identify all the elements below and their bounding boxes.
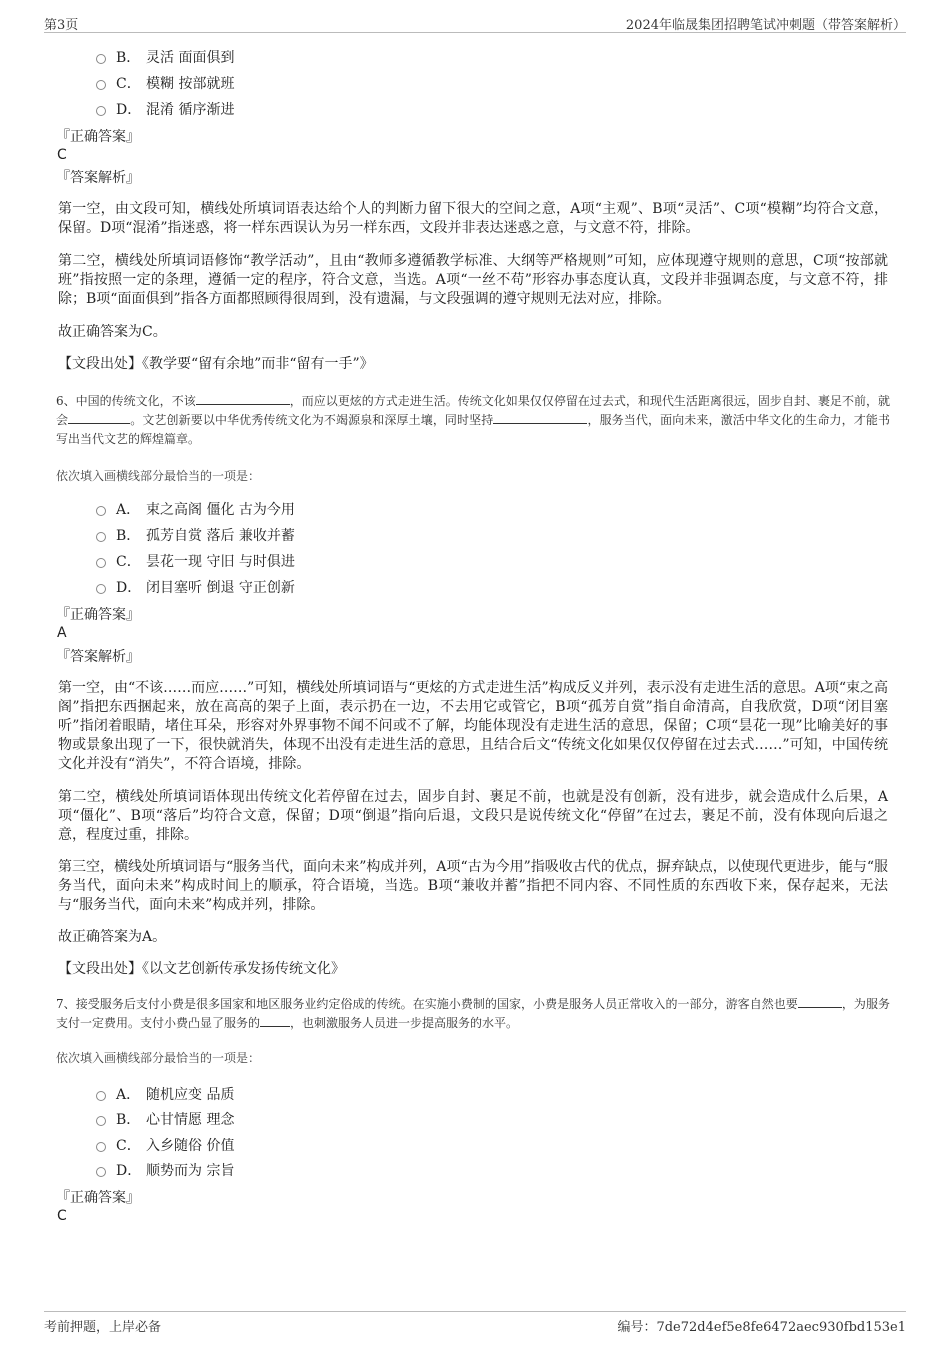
question-prompt: 依次填入画横线部分最恰当的一项是： <box>56 1051 261 1065</box>
analysis-paragraph: 第三空，横线处所填词语与“服务当代，面向未来”构成并列，A项“古为今用”指吸收古代的优点，摒弃缺点，以使现代更进步，能与“服务当代，面向未来”构成时间上的顺承，符合语境，当选。B项“兼收并蓄”指把不同内容、不同性质的东西收下来，保存起来，无法与“服务当代，面向未来”构成并列，排除。 <box>58 859 888 913</box>
footer-slogan: 考前押题，上岸必备 <box>44 1320 162 1335</box>
radio-icon[interactable] <box>96 558 106 568</box>
correct-answer: A <box>57 625 67 641</box>
analysis-label: 『答案解析』 <box>56 649 140 665</box>
document-id: 编号：7de72d4ef5e8fe6472aec930fbd153e1 <box>617 1320 906 1335</box>
radio-icon[interactable] <box>96 1116 106 1126</box>
blank-line <box>196 392 290 405</box>
analysis-paragraph: 故正确答案为A。 <box>58 929 167 945</box>
page-number: 第3页 <box>44 18 79 33</box>
radio-icon[interactable] <box>96 1091 106 1101</box>
analysis-paragraph: 第二空，横线处所填词语体现出传统文化若停留在过去，固步自封、裹足不前，也就是没有创新，没有进步，就会造成什么后果，A项“僵化”、B项“落后”均符合文意，保留；D项“倒退”指向后退，文段只是说传统文化“停留”在过去，裹足不前，没有体现向后退之意，程度过重，排除。 <box>58 789 888 843</box>
source-citation: 【文段出处】《以文艺创新传承发扬传统文化》 <box>58 961 345 977</box>
option-a[interactable]: A． 束之高阁 僵化 古为今用 <box>96 498 295 520</box>
radio-icon[interactable] <box>96 532 106 542</box>
option-d[interactable]: D． 混淆 循序渐进 <box>96 98 234 120</box>
question-prompt: 依次填入画横线部分最恰当的一项是： <box>56 469 261 483</box>
option-a[interactable]: A． 随机应变 品质 <box>96 1083 234 1105</box>
option-d[interactable]: D． 顺势而为 宗旨 <box>96 1159 234 1181</box>
answer-label: 『正确答案』 <box>56 1190 140 1206</box>
question-stem: 6、中国的传统文化，不该 ，而应以更炫的方式走进生活。传统文化如果仅仅停留在过去式，和现代生活距离很远，固步自封、裹足不前，就会 。文艺创新要以中华优秀传统文化为不竭源泉和深厚土壤，同时坚持 ，服务当代，面向未来，激活中华文化的生命力，才能书写出当代文艺的辉煌篇章。 <box>56 394 890 446</box>
option-d[interactable]: D． 闭目塞听 倒退 守正创新 <box>96 576 295 598</box>
option-c[interactable]: C． 模糊 按部就班 <box>96 72 234 94</box>
option-b[interactable]: B． 灵活 面面俱到 <box>96 46 234 68</box>
blank-line <box>798 995 842 1008</box>
analysis-paragraph: 第一空，由文段可知，横线处所填词语表达给个人的判断力留下很大的空间之意，A项“主观”、B项“灵活”、C项“模糊”均符合文意，保留。D项“混淆”指迷惑，将一样东西误认为另一样东西，文段并非表达迷惑之意，与文意不符，排除。 <box>58 201 888 236</box>
correct-answer: C <box>57 147 67 163</box>
analysis-paragraph: 故正确答案为C。 <box>58 324 167 340</box>
answer-label: 『正确答案』 <box>56 607 140 623</box>
blank-line <box>493 411 587 424</box>
source-citation: 【文段出处】《教学要“留有余地”而非“留有一手”》 <box>58 356 374 372</box>
analysis-paragraph: 第二空，横线处所填词语修饰“教学活动”，且由“教师多遵循教学标准、大纲等严格规则”可知，应体现遵守规则的意思，C项“按部就班”指按照一定的条理，遵循一定的程序，符合文意，当选。A项“一丝不苟”形容办事态度认真，文段并非强调态度，与文意不符，排除；B项“面面俱到”指各方面都照顾得很周到，没有遗漏，与文段强调的遵守规则无法对应，排除。 <box>58 253 888 307</box>
correct-answer: C <box>57 1208 67 1224</box>
radio-icon[interactable] <box>96 1167 106 1177</box>
option-b[interactable]: B． 孤芳自赏 落后 兼收并蓄 <box>96 524 295 546</box>
radio-icon[interactable] <box>96 54 106 64</box>
document-title: 2024年临晟集团招聘笔试冲刺题（带答案解析） <box>625 18 906 33</box>
radio-icon[interactable] <box>96 584 106 594</box>
question-stem: 7、接受服务后支付小费是很多国家和地区服务业约定俗成的传统。在实施小费制的国家，小费是服务人员正常收入的一部分，游客自然也要 ，为服务支付一定费用。支付小费凸显了服务的 ，也刺激服务人员进一步提高服务的水平。 <box>56 997 890 1030</box>
radio-icon[interactable] <box>96 106 106 116</box>
option-c[interactable]: C． 入乡随俗 价值 <box>96 1134 234 1156</box>
blank-line <box>260 1014 290 1027</box>
page-header <box>44 12 906 33</box>
blank-line <box>68 411 130 424</box>
analysis-label: 『答案解析』 <box>56 170 140 186</box>
answer-label: 『正确答案』 <box>56 129 140 145</box>
radio-icon[interactable] <box>96 506 106 516</box>
option-b[interactable]: B． 心甘情愿 理念 <box>96 1108 234 1130</box>
radio-icon[interactable] <box>96 1142 106 1152</box>
page-footer <box>44 1311 906 1334</box>
analysis-paragraph: 第一空，由“不该……而应……”可知，横线处所填词语与“更炫的方式走进生活”构成反义并列，表示没有走进生活的意思。A项“束之高阁”指把东西捆起来，放在高高的架子上面，表示扔在一边，不去用它或管它，B项“孤芳自赏”指自命清高，自我欣赏，D项“闭目塞听”指闭着眼睛，堵住耳朵，形容对外界事物不闻不问或不了解，均能体现没有走进生活的意思，保留；C项“昙花一现”比喻美好的事物或景象出现了一下，很快就消失，体现不出没有走进生活的意思，且结合后文“传统文化如果仅仅停留在过去式……”可知，中国传统文化并没有“消失”，不符合语境，排除。 <box>58 680 888 772</box>
radio-icon[interactable] <box>96 80 106 90</box>
option-c[interactable]: C． 昙花一现 守旧 与时俱进 <box>96 550 295 572</box>
